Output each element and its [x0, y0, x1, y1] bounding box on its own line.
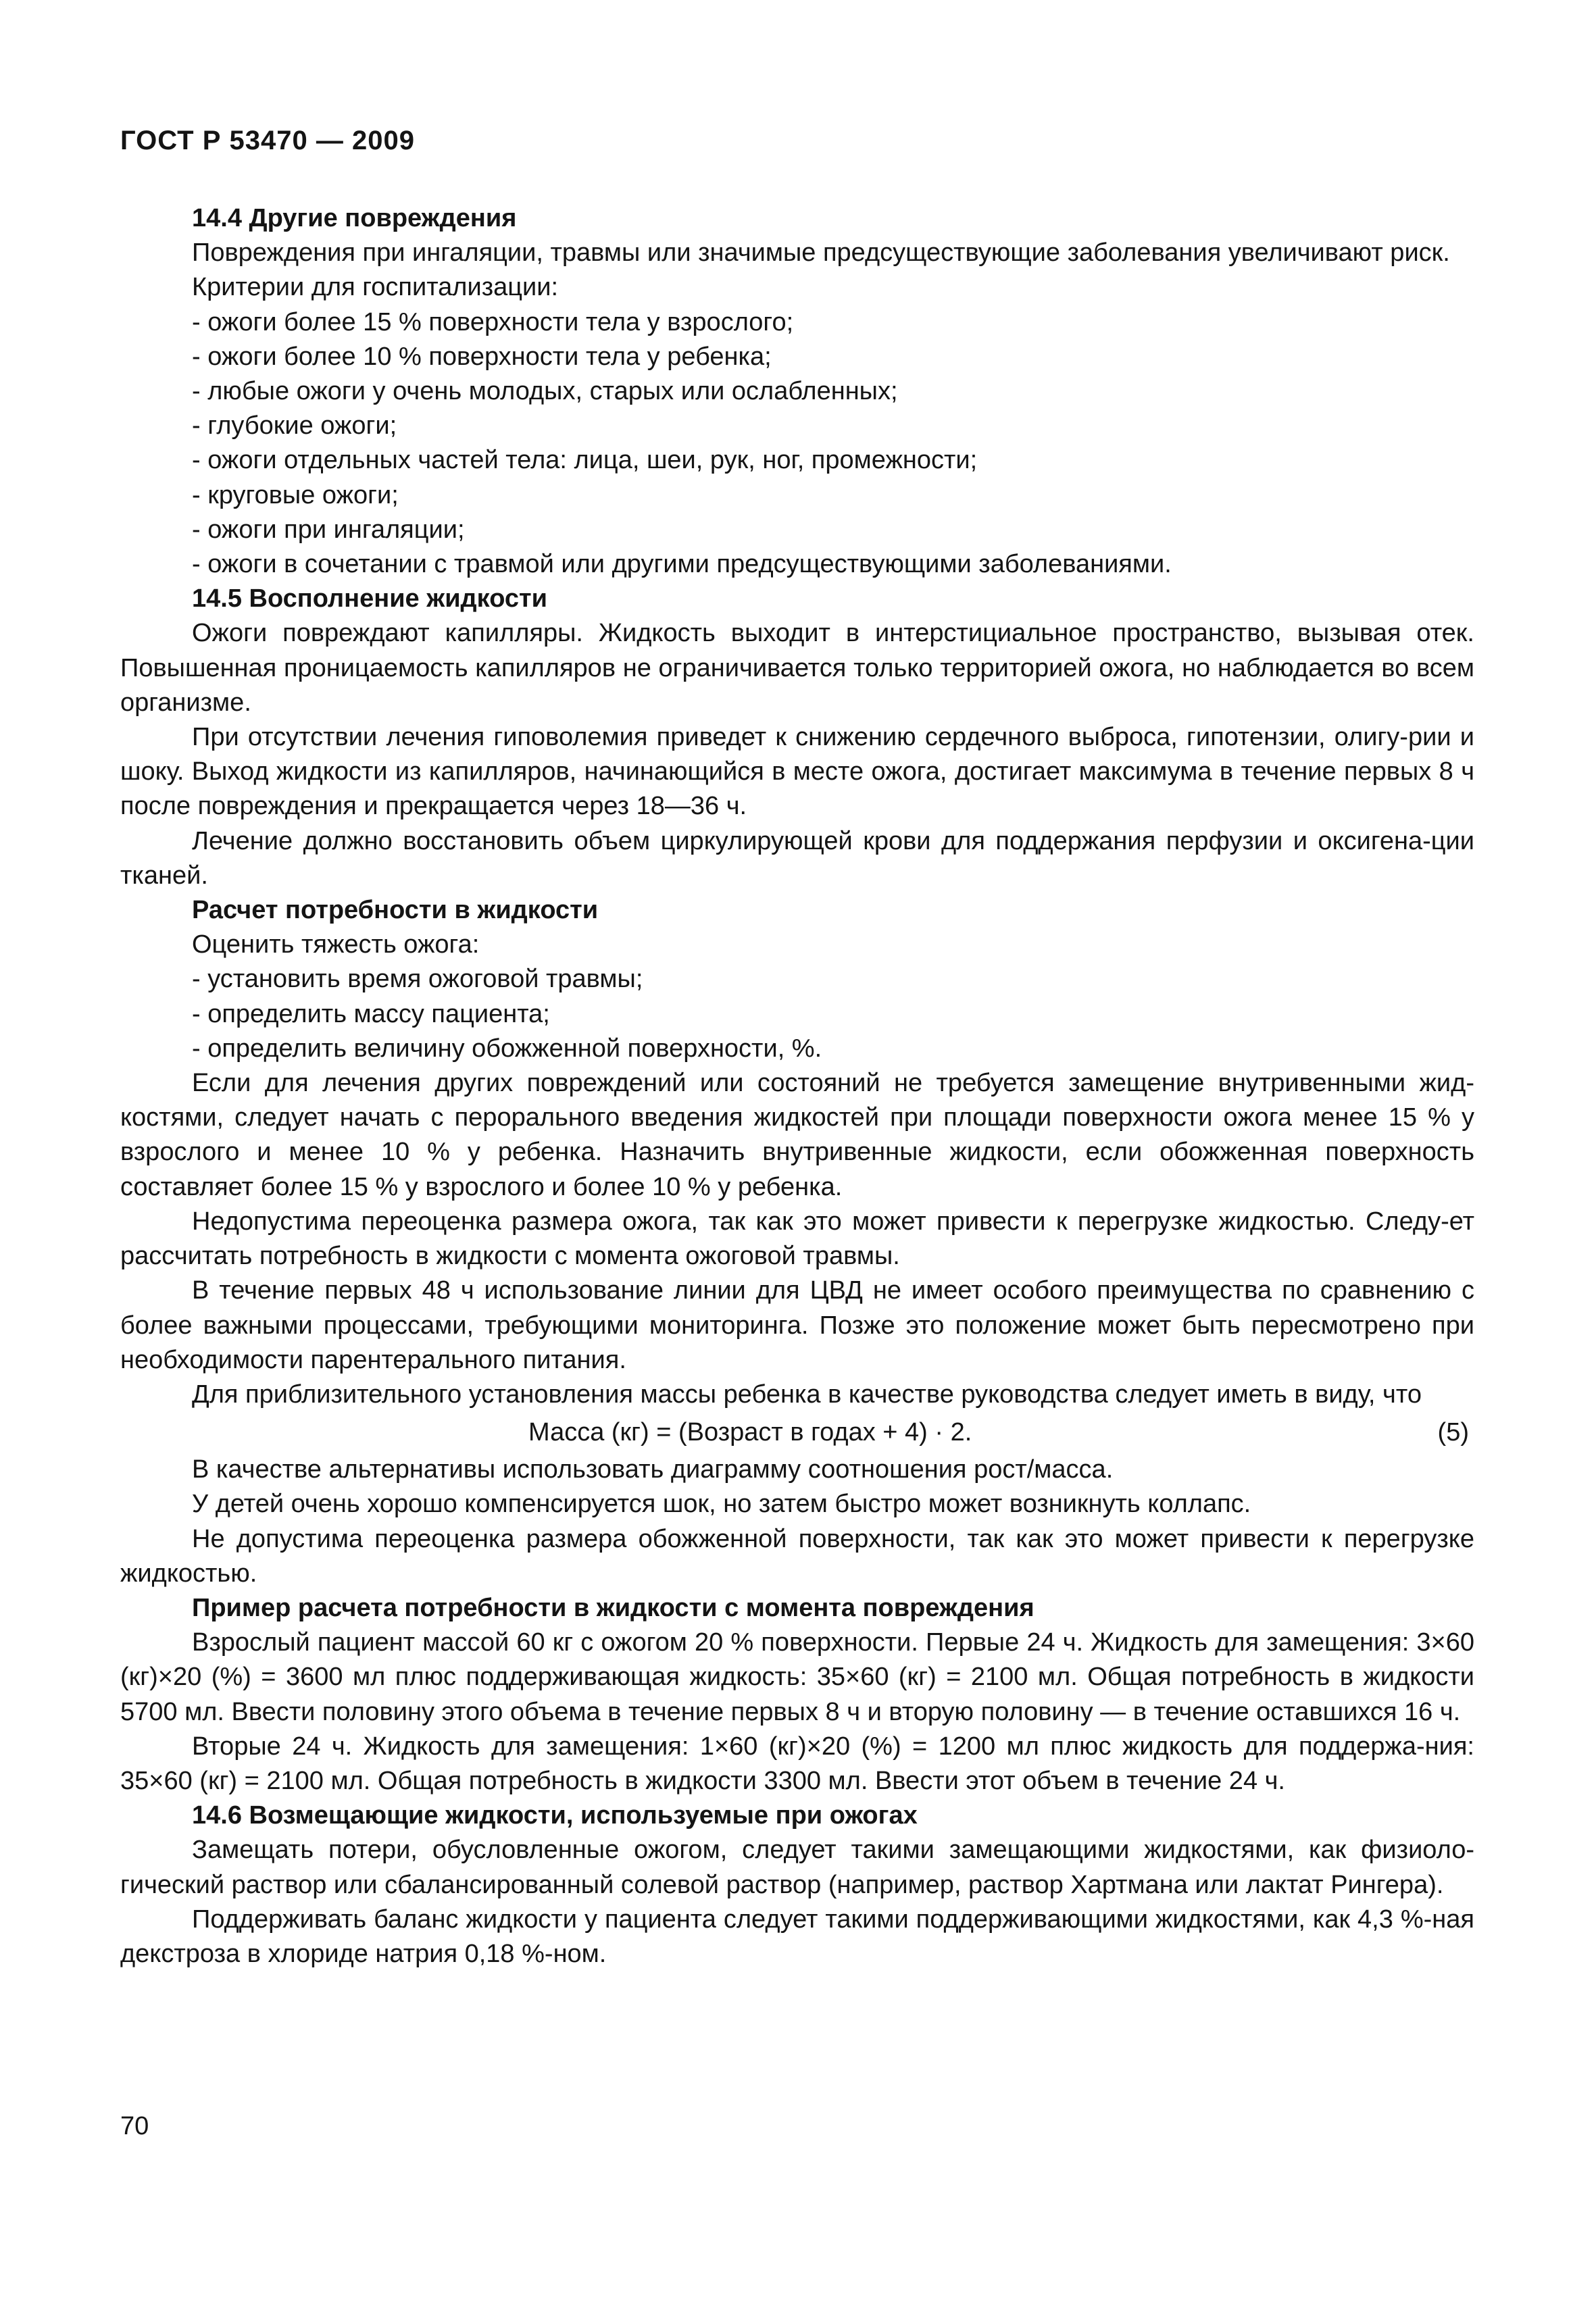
list-item: - ожоги более 10 % поверхности тела у ребенка;: [192, 342, 772, 371]
paragraph: Не допустима переоценка размера обожженной поверхности, так как это может привести к перегрузке жидкостью.: [120, 1524, 1474, 1588]
paragraph: Ожоги повреждают капилляры. Жидкость выходит в интерстициальное пространство, вызывая отек. Повышенная проницаемость капилляров не ограничивается только территорией ожога, но наблюдается во всем организме.: [120, 619, 1474, 717]
paragraph: Взрослый пациент массой 60 кг с ожогом 20 % поверхности. Первые 24 ч. Жидкость для замещения: 3×60 (кг)×20 (%) = 3600 мл плюс поддерживающая жидкость: 35×60 (кг) = 2100 мл. Общая потребность в жидкости 5700 мл. Ввести половину этого объема в течение первых 8 ч и вторую половину — в течение оставшихся 16 ч.: [120, 1628, 1474, 1726]
list-item: - ожоги при ингаляции;: [192, 515, 465, 544]
subsection-heading-fluid-calc: Расчет потребности в жидкости: [192, 896, 599, 925]
page-number: 70: [120, 2112, 149, 2140]
list-item: - установить время ожоговой травмы;: [192, 965, 643, 994]
paragraph: Для приблизительного установления массы ребенка в качестве руководства следует иметь в виду, что: [192, 1380, 1422, 1409]
list-item: - определить величину обожженной поверхности, %.: [192, 1034, 822, 1063]
list-item: - глубокие ожоги;: [192, 411, 397, 441]
list-item: - круговые ожоги;: [192, 480, 399, 509]
paragraph: Лечение должно восстановить объем циркулирующей крови для поддержания перфузии и оксигена-ции тканей.: [120, 826, 1474, 890]
document-body: [120, 201, 1474, 1971]
formula-expression: Масса (кг) = (Возраст в годах + 4) · 2.: [528, 1418, 972, 1447]
list-item: - ожоги в сочетании с травмой или другими предсуществующими заболеваниями.: [192, 550, 1172, 579]
list-item: - ожоги отдельных частей тела: лица, шеи, рук, ног, промежности;: [192, 446, 978, 475]
paragraph: При отсутствии лечения гиповолемия приведет к снижению сердечного выброса, гипотензии, олигу-рии и шоку. Выход жидкости из капилляров, начинающийся в месте ожога, достигает максимума в течение первых 8 ч после повреждения и прекращается через 18—36 ч.: [120, 723, 1474, 821]
section-heading-14-6: 14.6 Возмещающие жидкости, используемые при ожогах: [192, 1801, 918, 1830]
paragraph: Повреждения при ингаляции, травмы или значимые предсуществующие заболевания увеличивают риск.: [192, 238, 1450, 268]
paragraph: Замещать потери, обусловленные ожогом, следует такими замещающими жидкостями, как физиоло-гический раствор или сбалансированный солевой раствор (например, раствор Хартмана или лактат Рингера).: [120, 1836, 1474, 1899]
list-item: - любые ожоги у очень молодых, старых или ослабленных;: [192, 377, 898, 406]
formula-number: (5): [1437, 1418, 1469, 1447]
section-heading-14-4: 14.4 Другие повреждения: [192, 204, 517, 232]
paragraph: Поддерживать баланс жидкости у пациента следует такими поддерживающими жидкостями, как 4,3 %-ная декстроза в хлориде натрия 0,18 %-ном.: [120, 1905, 1474, 1968]
paragraph: В течение первых 48 ч использование линии для ЦВД не имеет особого преимущества по сравнению с более важными процессами, требующими мониторинга. Позже это положение может быть пересмотрено при необходимости парентерального питания.: [120, 1276, 1474, 1374]
list-item: - ожоги более 15 % поверхности тела у взрослого;: [192, 307, 794, 336]
paragraph: У детей очень хорошо компенсируется шок, но затем быстро может возникнуть коллапс.: [192, 1490, 1251, 1519]
paragraph: Вторые 24 ч. Жидкость для замещения: 1×60 (кг)×20 (%) = 1200 мл плюс жидкость для поддержа-ния: 35×60 (кг) = 2100 мл. Общая потребность в жидкости 3300 мл. Ввести этот объем в течение 24 ч.: [120, 1732, 1474, 1795]
paragraph: В качестве альтернативы использовать диаграмму соотношения рост/масса.: [192, 1455, 1114, 1484]
formula-line: [120, 1412, 1474, 1453]
subsection-heading-example: Пример расчета потребности в жидкости с момента повреждения: [192, 1593, 1034, 1622]
list-item: - определить массу пациента;: [192, 999, 550, 1028]
paragraph: Если для лечения других повреждений или состояний не требуется замещение внутривенными жид-костями, следует начать с перорального введения жидкостей при площади поверхности ожога менее 15 % у взрослого и менее 10 % у ребенка. Назначить внутривенные жидкости, если обожженная поверхность составляет более 15 % у взрослого и более 10 % у ребенка.: [120, 1069, 1474, 1201]
list-title: Критерии для госпитализации:: [192, 273, 559, 302]
standard-header: ГОСТ Р 53470 — 2009: [120, 126, 415, 155]
section-heading-14-5: 14.5 Восполнение жидкости: [192, 584, 548, 613]
list-title: Оценить тяжесть ожога:: [192, 930, 480, 959]
paragraph: Недопустима переоценка размера ожога, так как это может привести к перегрузке жидкостью. Следу-ет рассчитать потребность в жидкости с момента ожоговой травмы.: [120, 1207, 1474, 1271]
